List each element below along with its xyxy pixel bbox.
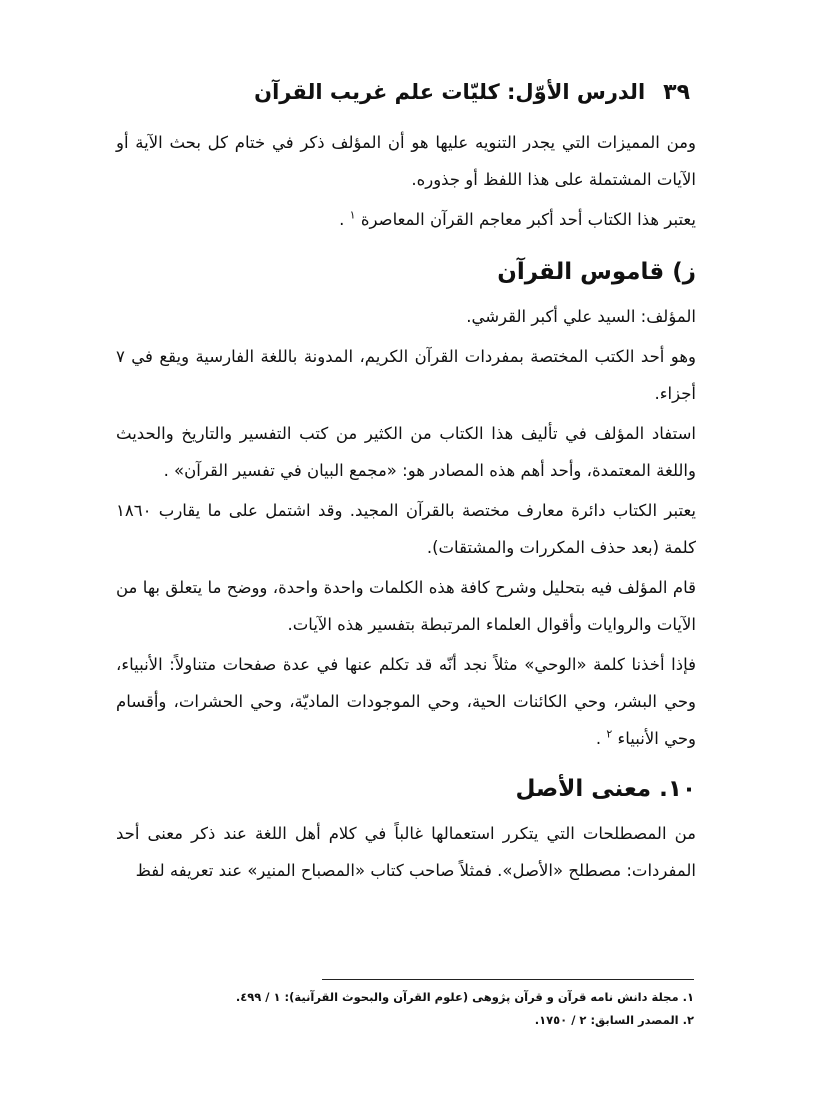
paragraph-sources: استفاد المؤلف في تأليف هذا الكتاب من الكثير من كتب التفسير والتاريخ والحديث واللغة المعتمدة، وأحد أهم هذه المصادر هو: «مجمع البيان في تفسير القرآن» . xyxy=(116,424,696,480)
paragraph-author: المؤلف: السيد علي أكبر القرشي. xyxy=(466,307,696,326)
page-number: ٣٩ xyxy=(663,80,690,105)
paragraph-analysis: قام المؤلف فيه بتحليل وشرح كافة هذه الكلمات واحدة واحدة، ووضح ما يتعلق بها من الآيات والروايات وأقوال العلماء المرتبطة بتفسير هذه الآيات. xyxy=(116,578,696,634)
footnote-divider xyxy=(322,979,694,980)
paragraph-evaluation xyxy=(116,201,696,238)
paragraph-encyclopedia: يعتبر الكتاب دائرة معارف مختصة بالقرآن المجيد. وقد اشتمل على ما يقارب ١٨٦٠ كلمة (بعد حذف المكررات والمشتقات). xyxy=(116,501,696,557)
paragraph-example-end: . xyxy=(595,729,602,748)
footnote-1: ١. مجلة دانش نامه قرآن و قرآن پژوهی (علوم القرآن والبحوث القرآنية): ١ / ٤٩٩. xyxy=(235,990,694,1004)
paragraph-features: ومن المميزات التي يجدر التنويه عليها هو أن المؤلف ذكر في ختام كل بحث الآية أو الآيات المشتملة على هذا اللفظ أو جذوره. xyxy=(116,133,696,189)
running-header xyxy=(90,80,690,105)
paragraph-description: وهو أحد الكتب المختصة بمفردات القرآن الكريم، المدونة باللغة الفارسية ويقع في ٧ أجزاء. xyxy=(116,347,696,403)
paragraph-example-text: فإذا أخذنا كلمة «الوحي» مثلاً نجد أنّه قد تكلم عنها في عدة صفحات متناولاً: الأنبياء، وحي البشر، وحي الكائنات الحية، وحي الموجودات الماديّة، وحي الحشرات، وأقسام وحي الأنبياء xyxy=(116,655,696,748)
paragraph-example xyxy=(116,646,696,757)
chapter-title: الدرس الأوّل: كليّات علم غريب القرآن xyxy=(254,80,646,104)
section-heading-qamus: ز) قاموس القرآن xyxy=(497,259,696,285)
footnote-2: ٢. المصدر السابق: ٢ / ١٧٥٠. xyxy=(534,1013,694,1027)
paragraph-evaluation-text: يعتبر هذا الكتاب أحد أكبر معاجم القرآن المعاصرة xyxy=(360,210,696,229)
paragraph-term: من المصطلحات التي يتكرر استعمالها غالباً في كلام أهل اللغة عند ذكر معنى أحد المفردات: مصطلح «الأصل». فمثلاً صاحب كتاب «المصباح المنير» عند تعريفه لفظ xyxy=(116,824,696,880)
paragraph-evaluation-end: . xyxy=(339,210,345,229)
footnote-ref-2: ٢ xyxy=(606,727,613,741)
footnote-ref-1: ١ xyxy=(349,208,356,222)
page-body xyxy=(116,124,696,892)
footnotes xyxy=(114,986,694,1032)
section-heading-asl: ١٠. معنى الأصل xyxy=(515,776,696,802)
